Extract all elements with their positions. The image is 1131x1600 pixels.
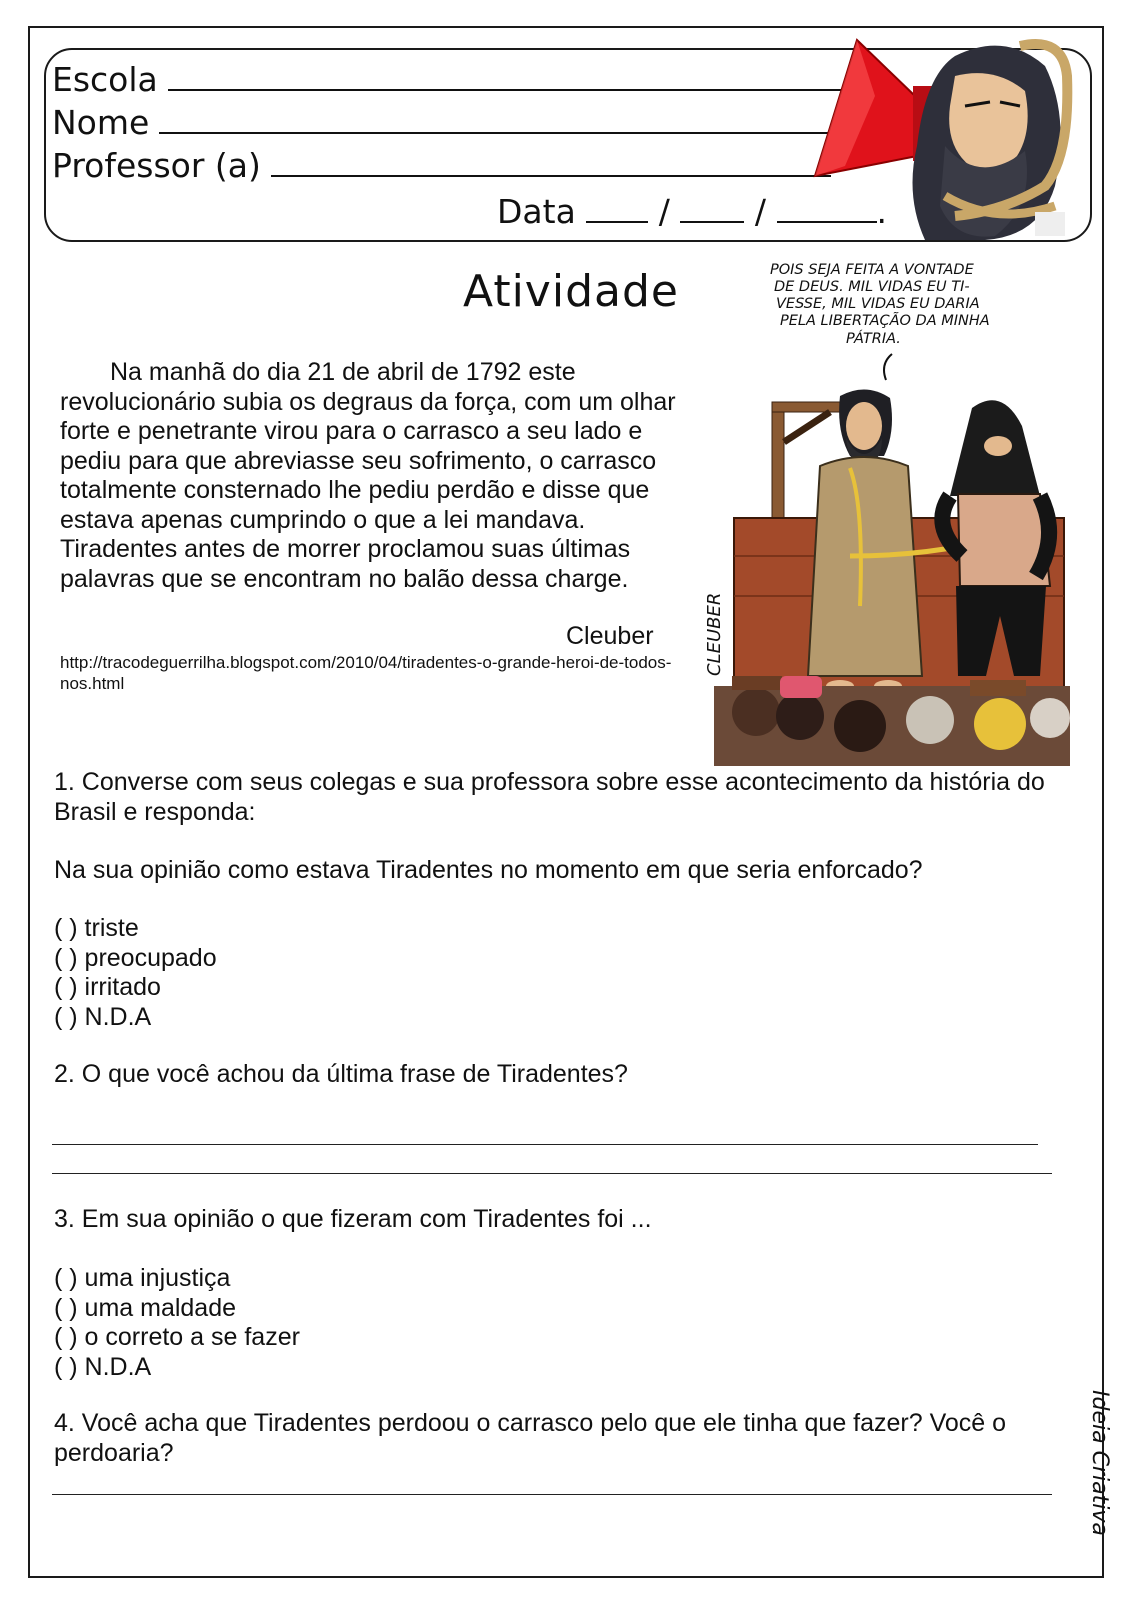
question-3-prompt: 3. Em sua opinião o que fizeram com Tiradentes foi ... <box>54 1205 652 1233</box>
question-2-prompt: 2. O que você achou da última frase de Tiradentes? <box>54 1060 628 1088</box>
question-4-prompt: 4. Você acha que Tiradentes perdoou o carrasco pelo que ele tinha que fazer? Você o perdoaria? <box>54 1409 1007 1467</box>
cartoon-signature: CLEUBER <box>704 592 725 676</box>
school-line <box>52 60 848 99</box>
name-field[interactable] <box>159 106 849 134</box>
tiradentes-robe <box>808 457 922 676</box>
tiradentes-cartoon <box>700 256 1070 766</box>
page-title: Atividade <box>463 266 679 317</box>
side-credit-text: Ideia Criativa <box>1087 1390 1112 1536</box>
name-line <box>52 103 849 142</box>
date-label: Data <box>497 192 576 231</box>
option-checkbox[interactable]: ( ) preocupado <box>54 943 217 972</box>
date-day-field[interactable] <box>586 195 648 223</box>
author-name: Cleuber <box>566 622 654 650</box>
option-checkbox[interactable]: ( ) N.D.A <box>54 1002 152 1031</box>
speech-line: POIS SEJA FEITA A VONTADE <box>770 262 974 278</box>
date-end: . <box>876 192 888 231</box>
school-field[interactable] <box>168 63 848 91</box>
source-link[interactable]: http://tracodeguerrilha.blogspot.com/2010/04/tiradentes-o-grande-heroi-de-todos-nos.html <box>60 653 672 693</box>
story-paragraph: Na manhã do dia 21 de abril de 1792 este revolucionário subia os degraus da força, com um olhar forte e penetrante virou para o carrasco a seu lado e pediu para que abreviasse seu sofrimento, o carrasco totalmente consternado lhe pediu perdão e disse que estava apenas cumprindo o que a lei mandava. Tiradentes antes de morrer proclamou suas últimas palavras que se encontram no balão dessa charge. <box>60 358 676 593</box>
speech-tail <box>884 354 892 380</box>
date-separator: / <box>754 192 767 231</box>
speech-line: VESSE, MIL VIDAS EU DARIA <box>776 296 980 312</box>
side-credit <box>1082 1390 1122 1540</box>
question-1-options <box>54 914 217 1032</box>
option-checkbox[interactable]: ( ) N.D.A <box>54 1352 152 1381</box>
speech-line: PÁTRIA. <box>846 331 901 347</box>
gallows-post <box>772 402 784 522</box>
answer-line[interactable] <box>52 1494 1052 1495</box>
option-checkbox[interactable]: ( ) uma maldade <box>54 1293 237 1322</box>
crowd <box>714 676 1070 766</box>
speech-line: PELA LIBERTAÇÃO DA MINHA <box>780 313 990 329</box>
tiradentes-portrait-illustration <box>805 36 1075 240</box>
teacher-line <box>52 146 831 185</box>
option-checkbox[interactable]: ( ) uma injustiça <box>54 1264 231 1292</box>
option-checkbox[interactable]: ( ) o correto a se fazer <box>54 1323 300 1351</box>
question-1-subprompt: Na sua opinião como estava Tiradentes no momento em que seria enforcado? <box>54 856 923 884</box>
answer-line[interactable] <box>52 1144 1038 1145</box>
school-label: Escola <box>52 60 158 99</box>
teacher-field[interactable] <box>271 149 831 177</box>
teacher-label: Professor (a) <box>52 146 261 185</box>
question-3-options <box>54 1264 300 1382</box>
question-1-prompt: 1. Converse com seus colegas e sua professora sobre esse acontecimento da história do Brasil e responda: <box>54 768 1045 826</box>
answer-line[interactable] <box>52 1173 1052 1174</box>
date-month-field[interactable] <box>680 195 744 223</box>
speech-bubble-text <box>770 262 990 347</box>
speech-line: DE DEUS. MIL VIDAS EU TI- <box>774 279 970 295</box>
name-label: Nome <box>52 103 150 142</box>
date-separator: / <box>658 192 670 231</box>
option-checkbox[interactable]: ( ) triste <box>54 914 139 942</box>
option-checkbox[interactable]: ( ) irritado <box>54 973 161 1001</box>
